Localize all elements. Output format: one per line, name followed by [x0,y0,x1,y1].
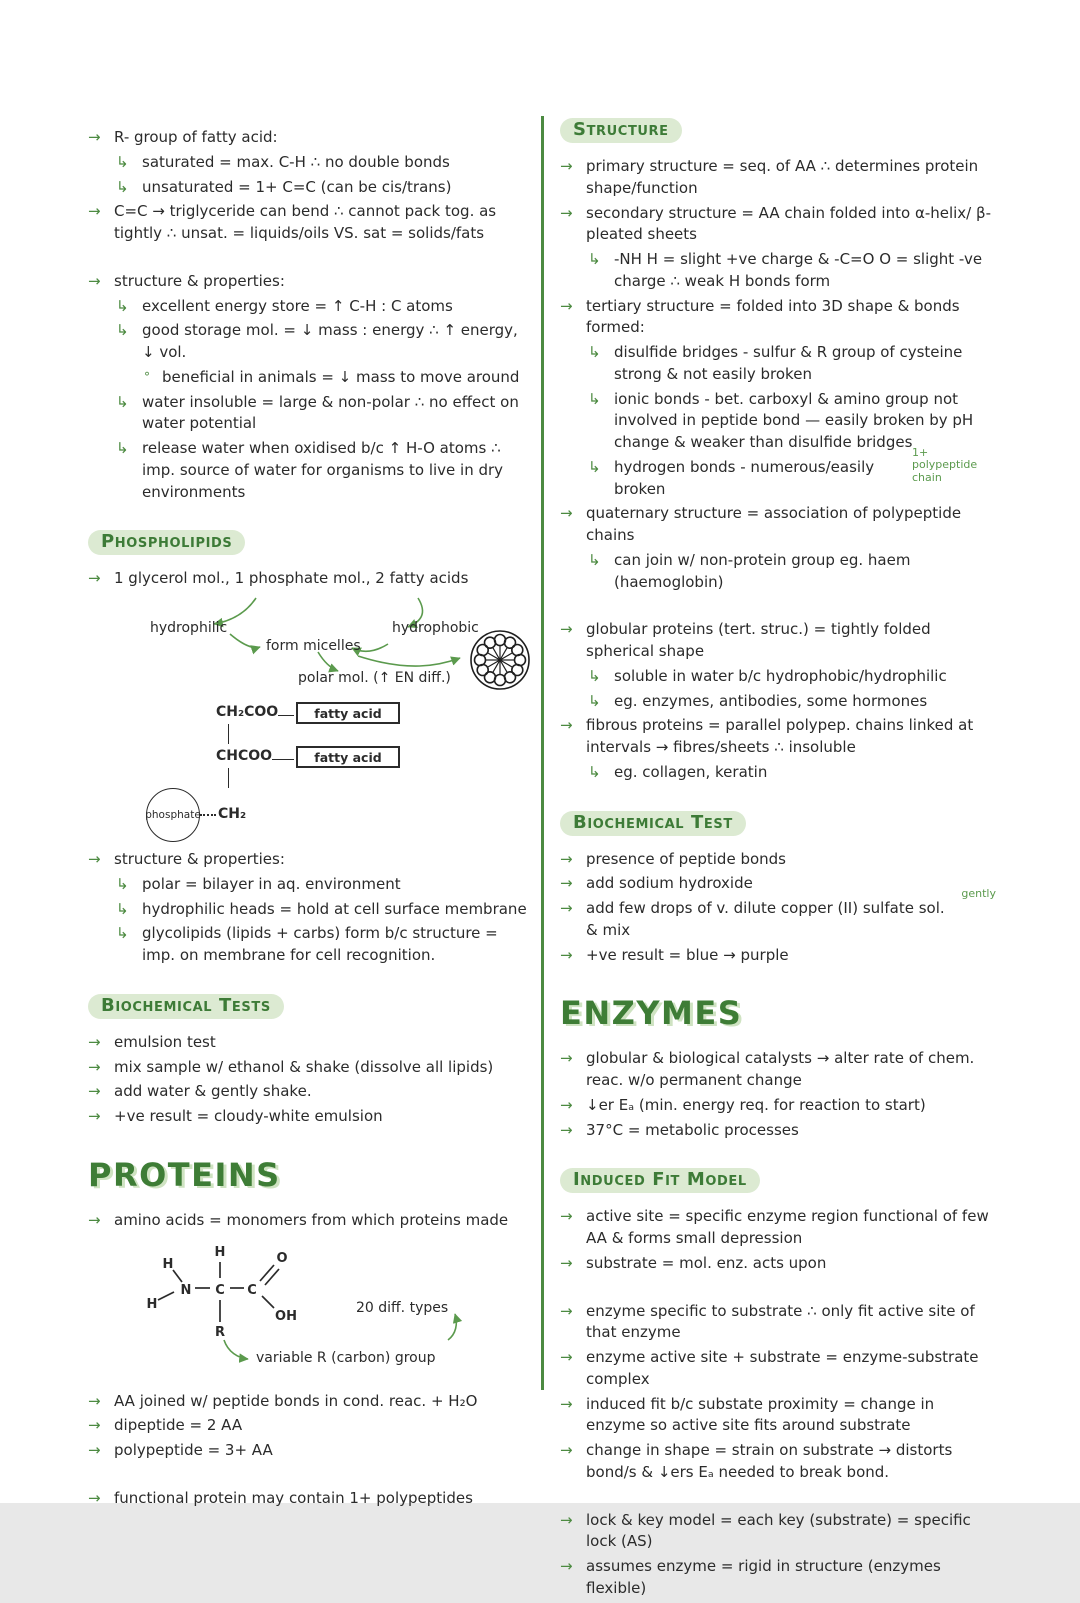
note-item [116,923,534,967]
dotted-bond-line [200,814,216,816]
note-text: soluble in water b/c hydrophobic/hydrophilic [614,666,947,685]
note-item [560,1556,996,1600]
note-text: enzyme active site + substrate = enzyme-substrate complex [586,1348,979,1388]
fatty-acid-box-2 [296,746,400,768]
induced-fit-list [560,1206,996,1599]
arrow-bullet-icon: → [560,1441,573,1459]
arrow-bullet-icon: → [88,1107,101,1125]
phosphate-label: phosphate [145,809,201,821]
hook-bullet-icon: ↳ [588,550,601,569]
note-item [560,945,996,967]
heading-enzymes: ENZYMES [560,994,743,1033]
hook-bullet-icon: ↳ [116,177,129,196]
phospholipids-properties-list [88,849,534,967]
arrow-bullet-icon: → [560,1120,573,1139]
structure-notes-list [560,156,996,784]
note-item [88,271,534,293]
label-hydrophilic: hydrophilic [150,620,228,636]
label-polar-mol: polar mol. (↑ EN diff.) [298,670,451,686]
arrow-bullet-icon: → [560,203,573,222]
atom-h: H [214,1244,226,1260]
note-text: 37°C = metabolic processes [586,1120,799,1139]
section-header-phospholipids: Phospholipids [88,530,245,555]
hook-bullet-icon: ↳ [116,392,129,411]
note-text: -NH H = slight +ve charge & -C=O O = slight -ve charge ∴ weak H bonds form [614,250,983,290]
hook-bullet-icon: ↳ [116,874,129,893]
right-column [560,118,996,1603]
note-text: R- group of fatty acid: [114,128,278,146]
biochemical-test-list [560,849,996,967]
note-item [560,1048,996,1092]
arrow-bullet-icon: → [560,899,573,917]
arrow-bullet-icon: → [560,849,573,868]
arrow-bullet-icon: → [560,157,573,175]
note-text: ↓er Eₐ (min. energy req. for reaction to start) [586,1095,926,1114]
section-header-structure: Structure [560,118,682,143]
note-item [88,1415,534,1437]
hook-bullet-icon: ↳ [588,250,601,268]
note-item [88,127,534,149]
note-text: secondary structure = AA chain folded into α-helix/ β-pleated sheets [586,203,991,244]
note-text: beneficial in animals = ↓ mass to move around [162,367,520,386]
note-item [88,1057,534,1079]
note-item [560,619,996,663]
note-item [116,152,534,174]
note-text: substrate = mol. enz. acts upon [586,1253,827,1272]
phosphate-circle [146,788,200,842]
column-divider [541,116,544,1390]
note-item [88,1440,534,1462]
hook-bullet-icon: ↳ [588,343,601,361]
note-text: emulsion test [114,1032,216,1051]
note-item [116,438,534,503]
bond-line [228,724,229,744]
note-item [560,1120,996,1142]
note-text: globular & biological catalysts → alter rate of chem. reac. w/o permanent change [586,1049,975,1089]
arrow-bullet-icon: → [560,1348,573,1366]
note-text: add few drops of v. dilute copper (II) sulfate sol. & mix [586,899,945,939]
note-text: tertiary structure = folded into 3D shape & bonds formed: [586,296,960,337]
fatty-acid-box-1 [296,702,400,724]
note-text: assumes enzyme = rigid in structure (enzymes flexible) [586,1557,941,1597]
note-item [588,666,996,688]
note-text: presence of peptide bonds [586,849,786,868]
note-item [560,296,996,340]
arrow-bullet-icon: → [88,1391,101,1410]
arrow-bullet-icon: → [88,1082,101,1101]
note-item [560,1394,996,1438]
arrow-bullet-icon: → [560,1557,573,1575]
note-text: unsaturated = 1+ C=C (can be cis/trans) [142,177,452,196]
arrow-bullet-icon: → [88,271,101,290]
note-text: hydrophilic heads = hold at cell surface membrane [142,899,527,918]
note-text: functional protein may contain 1+ polypeptides [114,1488,473,1507]
note-text: can join w/ non-protein group eg. haem (haemoglobin) [614,550,911,591]
note-text: structure & properties: [114,271,285,290]
note-item [88,1106,534,1128]
hook-bullet-icon: ↳ [588,762,601,781]
note-text: lock & key model = each key (substrate) = specific lock (AS) [586,1510,971,1551]
hook-bullet-icon: ↳ [588,691,601,710]
note-item [88,849,534,871]
note-item [588,445,996,501]
note-text: dipeptide = 2 AA [114,1416,243,1435]
note-item [116,392,534,436]
note-text: induced fit b/c substate proximity = change in enzyme so active site fits around substrate [586,1394,935,1435]
hook-bullet-icon: ↳ [588,666,601,685]
note-text: fibrous proteins = parallel polypep. chains linked at intervals → fibres/sheets ∴ insoluble [586,716,974,756]
note-text: change in shape = strain on substrate → distorts bond/s & ↓ers Eₐ needed to break bond. [586,1441,953,1481]
note-text: amino acids = monomers from which proteins made [114,1210,509,1229]
note-item [560,503,996,547]
hook-bullet-icon: ↳ [116,296,129,315]
note-text: hydrogen bonds - numerous/easily broken [614,457,875,498]
amino-acid-diagram [116,1236,534,1388]
note-item [560,1095,996,1117]
note-item [560,1253,996,1275]
note-item [560,849,996,871]
note-item [88,1032,534,1054]
note-item [88,568,534,590]
margin-annotation: 1+ polypeptide chain [912,445,978,485]
note-item [560,1510,996,1554]
atom-h: H [146,1296,158,1312]
biochemical-tests-list [88,1032,534,1128]
proteins-notes-list [88,1391,534,1510]
hook-bullet-icon: ↳ [588,457,601,476]
note-text: +ve result = cloudy-white emulsion [114,1107,383,1125]
note-item [560,873,996,895]
section-header-biochemical-tests: Biochemical Tests [88,994,284,1019]
note-item [560,1440,996,1484]
arrow-bullet-icon: → [88,1488,101,1507]
bond-line [278,715,294,716]
arrow-bullet-icon: → [88,1057,101,1076]
note-text: primary structure = seq. of AA ∴ determines protein shape/function [586,157,979,197]
arrow-bullet-icon: → [88,202,101,221]
note-text: structure & properties: [114,850,285,868]
formula-ch2coo: CH₂COO [216,704,279,720]
note-item [116,874,534,896]
arrow-bullet-icon: → [560,1049,573,1068]
note-text: quaternary structure = association of polypeptide chains [586,504,962,544]
atom-h: H [162,1256,174,1272]
note-item [588,342,996,386]
note-item [588,691,996,713]
note-item [116,177,534,199]
note-text: eg. enzymes, antibodies, some hormones [614,691,928,710]
note-20-diff-types: 20 diff. types [356,1299,449,1316]
note-text: good storage mol. = ↓ mass : energy ∴ ↑ energy, ↓ vol. [142,321,518,361]
arrow-bullet-icon: → [88,1416,101,1435]
atom-n: N [180,1282,192,1298]
arrow-bullet-icon: → [560,296,573,315]
arrow-bullet-icon: → [88,569,101,588]
note-item [88,1391,534,1413]
arrow-bullet-icon: → [88,1210,101,1229]
note-text: AA joined w/ peptide bonds in cond. reac. + H₂O [114,1391,478,1410]
section-header-induced-fit-model: Induced Fit Model [560,1168,760,1193]
note-text: add water & gently shake. [114,1082,312,1101]
arrow-bullet-icon: → [560,1301,573,1320]
arrow-bullet-icon: → [560,874,573,893]
note-item [588,762,996,784]
margin-annotation: gently [961,887,996,900]
note-item [560,887,996,942]
note-variable-r-group: variable R (carbon) group [256,1349,436,1366]
amino-acid-structure [116,1236,356,1361]
note-text: eg. collagen, keratin [614,762,768,781]
note-text: disulfide bridges - sulfur & R group of cysteine strong & not easily broken [614,343,963,383]
hook-bullet-icon: ↳ [116,152,129,171]
note-item [560,1347,996,1391]
section-header-biochemical-test: Biochemical Test [560,811,746,836]
arrow-bullet-icon: → [88,128,101,146]
hook-bullet-icon: ↳ [116,321,129,340]
arrow-bullet-icon: → [560,1207,573,1226]
fatty-acid-label: fatty acid [314,749,382,765]
note-text: saturated = max. C-H ∴ no double bonds [142,152,450,171]
note-text: add sodium hydroxide [586,874,753,893]
note-text: water insoluble = large & non-polar ∴ no effect on water potential [142,392,519,433]
note-text: +ve result = blue → purple [586,945,789,964]
left-column [88,124,534,1513]
note-text: mix sample w/ ethanol & shake (dissolve all lipids) [114,1057,494,1076]
hook-bullet-icon: ↳ [116,439,129,457]
arrow-bullet-icon: → [88,850,101,868]
arrow-bullet-icon: → [88,1032,101,1051]
arrow-bullet-icon: → [88,1441,101,1459]
arrow-bullet-icon: → [560,1394,573,1413]
arrow-bullet-icon: → [560,504,573,523]
atom-o: O [276,1250,288,1266]
note-text: glycolipids (lipids + carbs) form b/c structure = imp. on membrane for cell recognition. [142,924,498,964]
label-form-micelles: form micelles [266,638,361,654]
note-text: ionic bonds - bet. carboxyl & amino group not involved in peptide bond — easily broken by pH change & weaker than disulfide bridges [614,389,974,451]
note-item [88,1488,534,1510]
arrow-bullet-icon: → [560,1095,573,1114]
note-item [88,1210,534,1232]
bond-line [228,768,229,788]
arrow-bullet-icon: → [560,1253,573,1272]
heading-proteins: PROTEINS [88,1155,281,1194]
arrow-bullet-icon: → [560,945,573,964]
enzymes-notes-list [560,1048,996,1141]
atom-c: C [247,1282,257,1298]
label-hydrophobic: hydrophobic [392,620,479,636]
bond-line [272,759,294,760]
note-item [116,899,534,921]
note-item [88,1081,534,1103]
phospholipid-diagram [88,594,534,846]
note-text: 1 glycerol mol., 1 phosphate mol., 2 fatty acids [114,569,469,588]
note-text: polypeptide = 3+ AA [114,1441,273,1459]
dot-bullet-icon: ° [144,369,150,384]
atom-c: C [215,1282,225,1298]
note-item [560,715,996,759]
proteins-intro-list [88,1210,534,1232]
note-item [116,320,534,364]
note-item [560,1206,996,1250]
note-text: enzyme specific to substrate ∴ only fit active site of that enzyme [586,1301,975,1342]
atom-oh: OH [275,1308,297,1324]
note-text: globular proteins (tert. struc.) = tightly folded spherical shape [586,620,931,660]
arrow-bullet-icon: → [560,620,573,639]
arrow-bullet-icon: → [560,1510,573,1529]
note-item [560,203,996,247]
micelle-icon [468,628,532,692]
note-item [144,367,534,389]
note-item [88,201,534,245]
formula-ch2: CH₂ [218,806,247,822]
note-text: polar = bilayer in aq. environment [142,874,401,893]
note-text: release water when oxidised b/c ↑ H-O atoms ∴ imp. source of water for organisms to live in dry environments [142,439,504,501]
note-text: C=C → triglyceride can bend ∴ cannot pack tog. as tightly ∴ unsat. = liquids/oils VS. sat = solids/fats [114,202,497,242]
note-item [560,156,996,200]
atom-r: R [214,1324,226,1340]
formula-chcoo: CHCOO [216,748,273,764]
note-item [588,550,996,594]
hook-bullet-icon: ↳ [116,924,129,943]
note-item [588,389,996,454]
hook-bullet-icon: ↳ [116,899,129,918]
arrow-bullet-icon: → [560,716,573,735]
note-item [116,296,534,318]
phospholipids-intro-list [88,568,534,590]
fatty-acid-label: fatty acid [314,705,382,721]
note-text: excellent energy store = ↑ C-H : C atoms [142,296,453,315]
fatty-acids-notes-list [88,127,534,503]
hook-bullet-icon: ↳ [588,389,601,408]
note-text: active site = specific enzyme region functional of few AA & forms small depression [586,1207,989,1247]
note-item [588,249,996,293]
note-item [560,1301,996,1345]
